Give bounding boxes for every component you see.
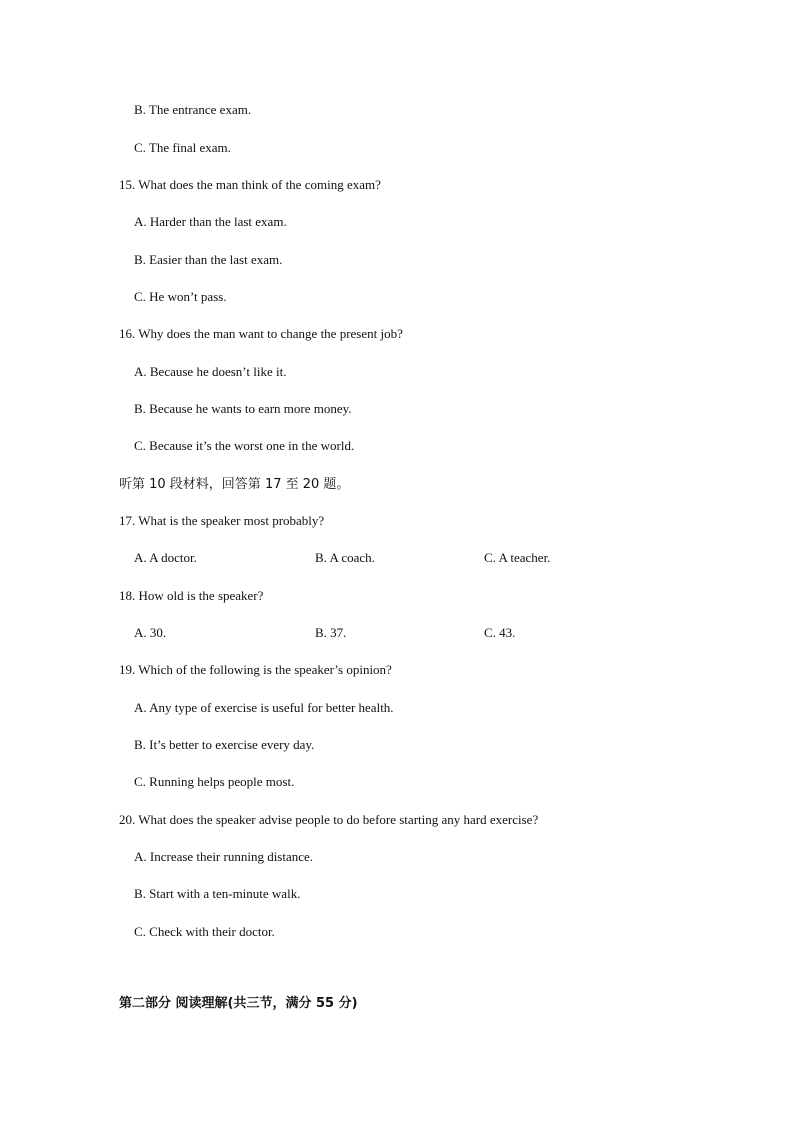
- q19-question: 19. Which of the following is the speaker’s opinion?: [119, 662, 392, 677]
- q20-option-b: B. Start with a ten-minute walk.: [134, 886, 301, 901]
- listening-instruction: 听第 10 段材料，回答第 17 至 20 题。: [119, 477, 350, 492]
- q15-option-a: A. Harder than the last exam.: [134, 214, 287, 229]
- q18-option-b: B. 37.: [315, 625, 347, 640]
- q16-option-b: B. Because he wants to earn more money.: [134, 401, 352, 416]
- q20-option-a: A. Increase their running distance.: [134, 849, 314, 864]
- q19-option-c: C. Running helps people most.: [134, 774, 295, 789]
- q14-option-b: B. The entrance exam.: [134, 102, 252, 117]
- q17-question: 17. What is the speaker most probably?: [119, 513, 325, 528]
- q17-option-b: B. A coach.: [315, 550, 375, 565]
- q18-question: 18. How old is the speaker?: [119, 588, 264, 603]
- q17-option-a: A. A doctor.: [134, 550, 197, 565]
- q15-option-b: B. Easier than the last exam.: [134, 252, 283, 267]
- q20-question: 20. What does the speaker advise people to do before starting any hard exercise?: [119, 812, 539, 827]
- section-title: 第二部分 阅读理解(共三节，满分 55 分): [119, 996, 358, 1011]
- q15-option-c: C. He won’t pass.: [134, 289, 227, 304]
- q16-option-c: C. Because it’s the worst one in the world.: [134, 438, 355, 453]
- q16-option-a: A. Because he doesn’t like it.: [134, 364, 287, 379]
- q20-option-c: C. Check with their doctor.: [134, 924, 275, 939]
- q19-option-a: A. Any type of exercise is useful for better health.: [134, 700, 394, 715]
- q16-question: 16. Why does the man want to change the present job?: [119, 326, 403, 341]
- q18-option-a: A. 30.: [134, 625, 167, 640]
- q19-option-b: B. It’s better to exercise every day.: [134, 737, 315, 752]
- q14-option-c: C. The final exam.: [134, 140, 231, 155]
- q17-option-c: C. A teacher.: [484, 550, 551, 565]
- q18-option-c: C. 43.: [484, 625, 516, 640]
- q15-question: 15. What does the man think of the coming exam?: [119, 177, 381, 192]
